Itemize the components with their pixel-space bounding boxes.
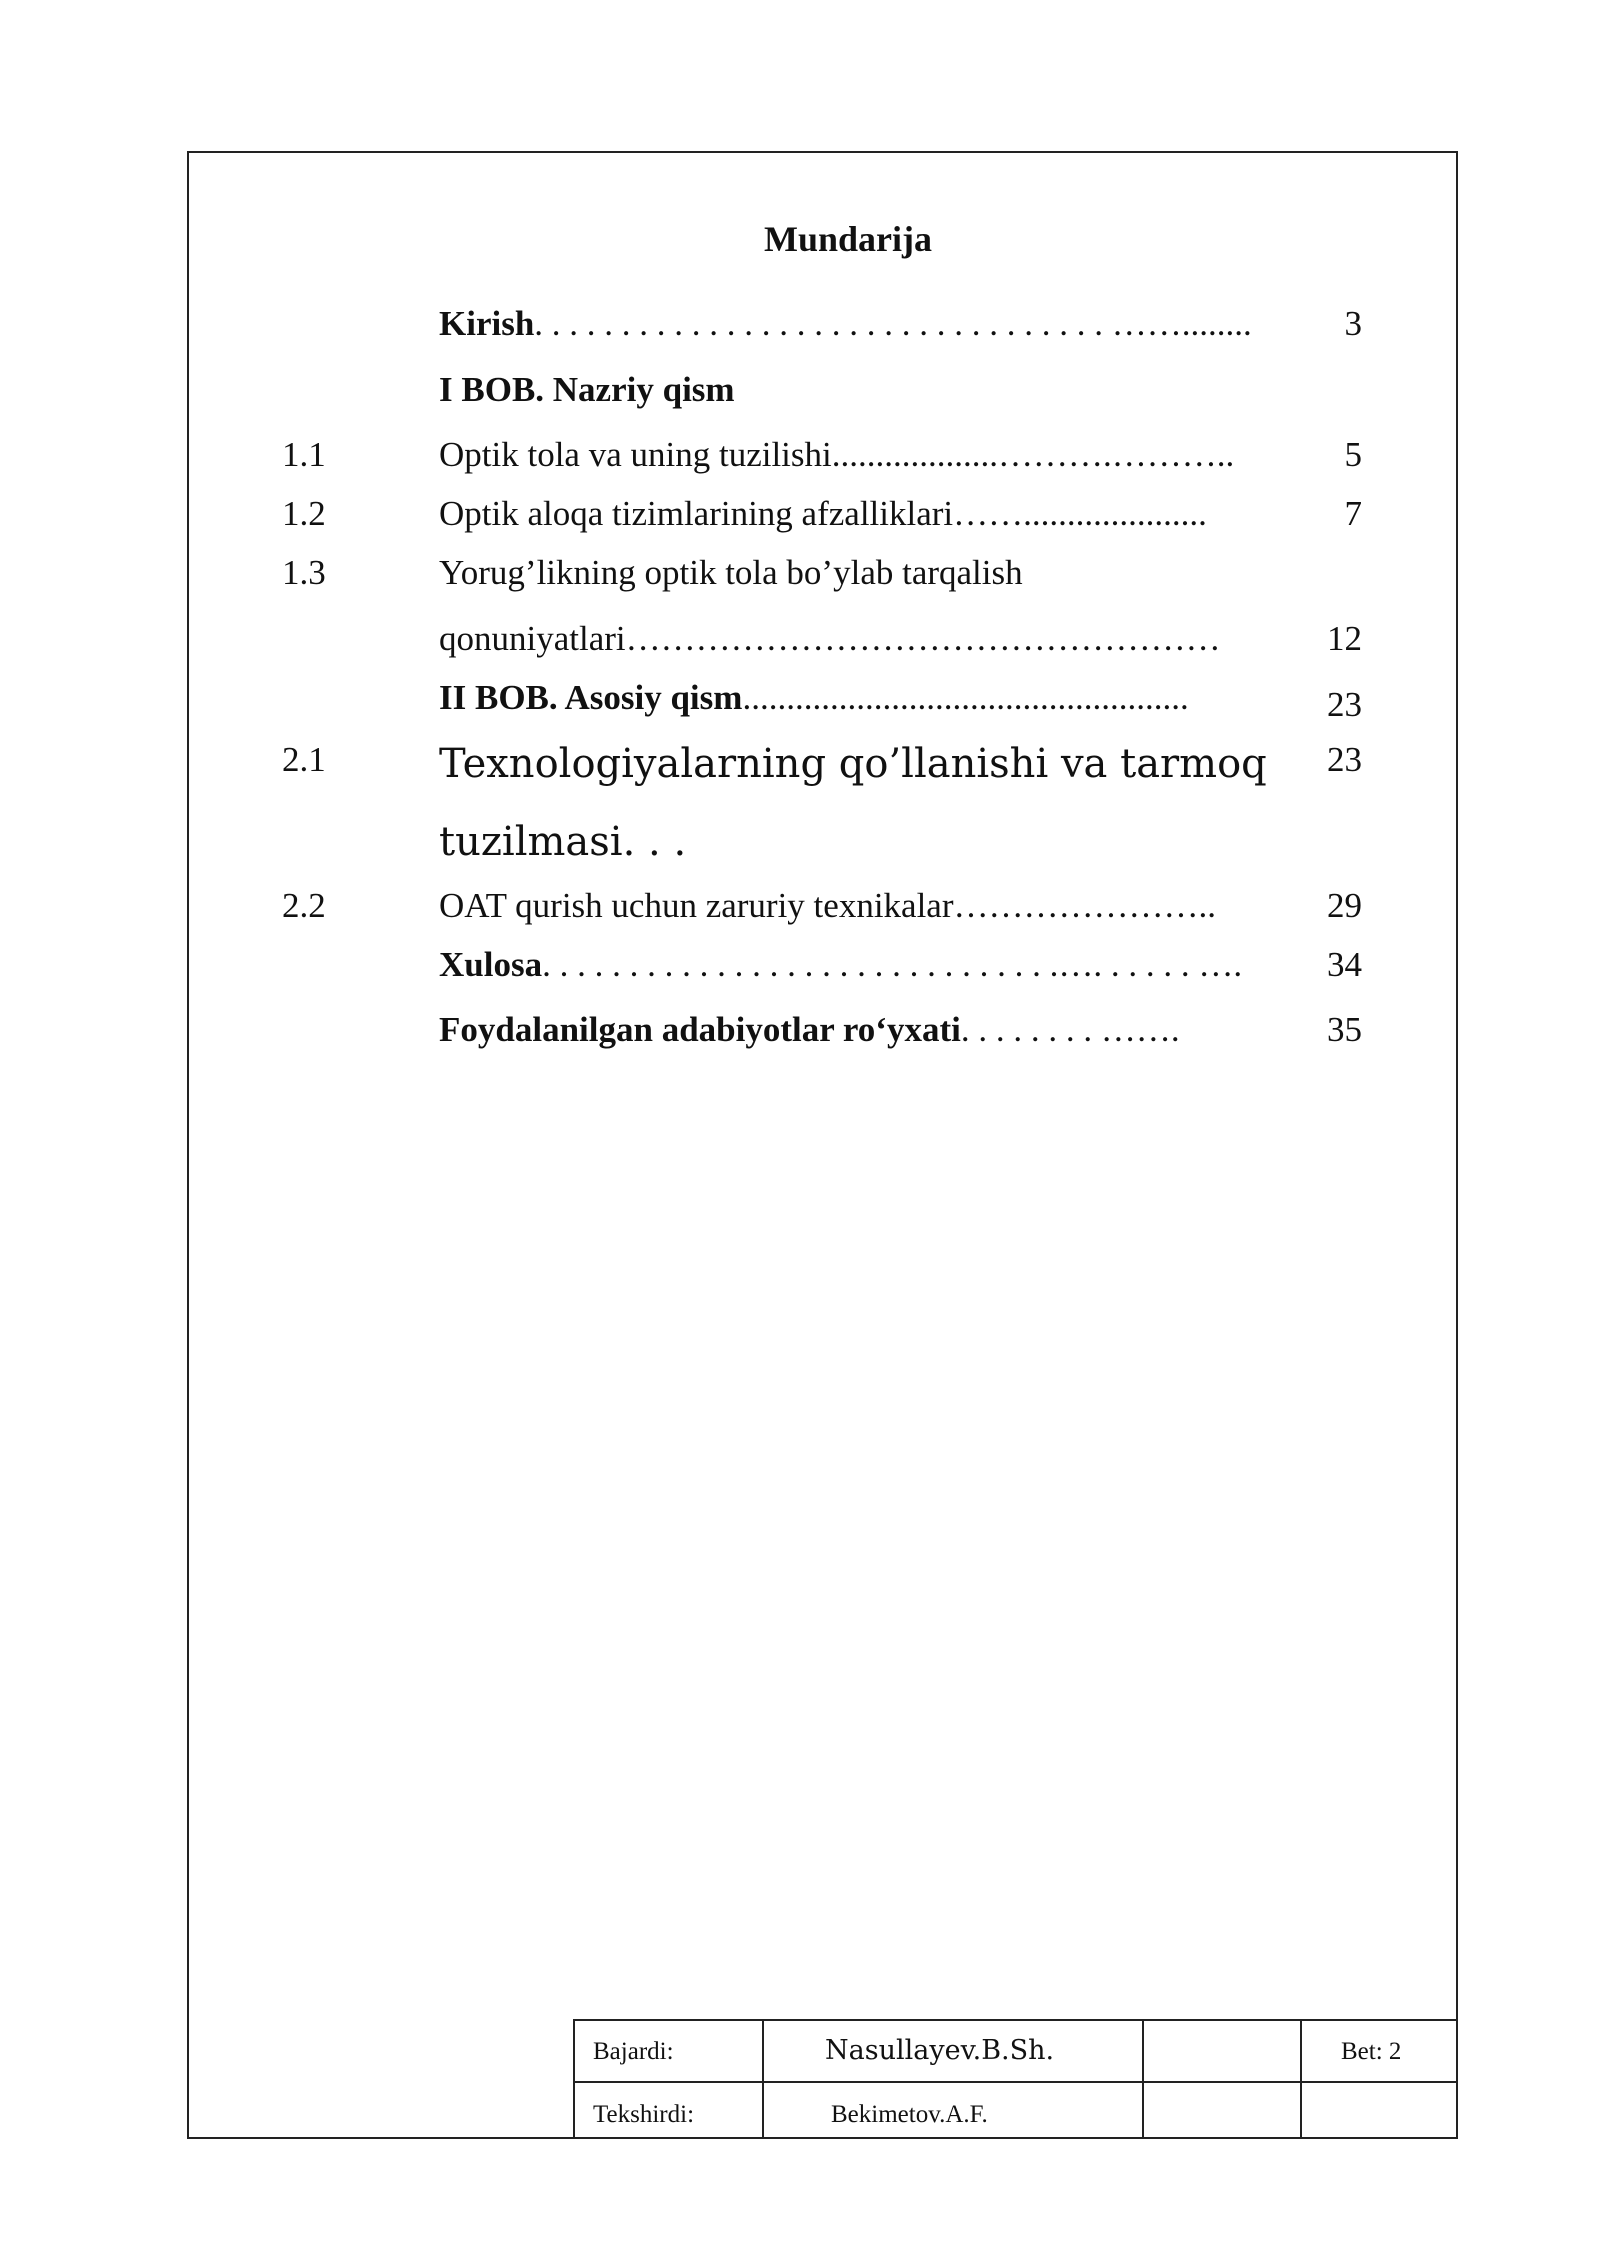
toc-entry-title: Optik aloqa tizimlarining afzalliklari [439,494,954,533]
page-number-label: Bet: 2 [1341,2038,1402,2065]
toc-entry [439,819,687,865]
toc-page-number: 5 [1344,435,1362,474]
toc-page-number: 23 [1327,685,1362,724]
toc-entry-dots: ……..................... [953,494,1207,533]
toc-entry-dots: ...................……….……….. [831,435,1235,474]
tekshirdi-name: Bekimetov.A.F. [831,2101,988,2128]
toc-entry [439,435,1234,475]
toc-entry-dots: . . . . . . . . . . . . . . . . . . . . . . . . . . . . . . . . . ……........ [534,304,1252,343]
toc-entry-title: Foydalanilgan adabiyotlar ro‘yxati [439,1010,961,1049]
toc-entry-title: Kirish [439,304,535,343]
tekshirdi-label: Tekshirdi: [593,2101,695,2128]
toc-section-number: 1.1 [282,435,326,474]
toc-entry [439,304,1252,344]
toc-entry [439,945,1242,985]
stamp-divider [1300,2021,1302,2139]
stamp-divider [1142,2021,1144,2139]
toc-page-number: 12 [1327,619,1362,658]
toc-entry-title: Xulosa [439,945,543,984]
toc-section-number: 1.3 [282,553,326,592]
toc-section-number: 2.1 [282,740,326,779]
toc-page-number: 23 [1327,740,1362,779]
toc-page-number: 29 [1327,886,1362,925]
toc-section-number: 1.2 [282,494,326,533]
toc-entry-title: Texnologiyalarning qo’llanishi va tarmoq [439,741,1267,787]
bajardi-name: Nasullayev.B.Sh. [825,2035,1055,2066]
toc-entry [439,886,1216,926]
stamp-divider [575,2081,1458,2083]
toc-entry-title: tuzilmasi [439,819,623,865]
toc-page-number: 34 [1327,945,1362,984]
toc-entry [439,619,1221,659]
toc-entry-title: Yorug’likning optik tola bo’ylab tarqalish [439,553,1023,592]
toc-page-number: 35 [1327,1010,1362,1049]
toc-entry [439,494,1207,534]
stamp-divider [762,2021,764,2139]
toc-entry-dots: . . . . . . . . ……. [960,1010,1180,1049]
toc-page-number: 7 [1344,494,1362,533]
toc-entry-dots: . . . [622,819,687,865]
toc-page-number: 3 [1344,304,1362,343]
toc-entry-dots: ................................................... [742,678,1189,717]
toc-entry-title: qonuniyatlari [439,619,626,658]
toc-entry-title: OAT qurish uchun zaruriy texnikalar [439,886,954,925]
toc-chapter-title: I BOB. Nazriy qism [439,370,735,409]
toc-section-number: 2.2 [282,886,326,925]
toc-entry [439,1010,1180,1050]
bajardi-label: Bajardi: [593,2038,674,2065]
title-block-stamp [573,2019,1458,2139]
toc-entry-dots: ………………….. [953,886,1216,925]
toc-entry [439,678,1189,718]
toc-entry-dots: . . . . . . . . . . . . . . . . . . . . . . . . . . . . . .…. . . . . . …. [542,945,1243,984]
toc-chapter-title: II BOB. Asosiy qism [439,678,743,717]
toc-entry-dots: …………………………………………… [625,619,1221,658]
page-title: Mundarija [763,219,932,259]
toc-entry-title: Optik tola va uning tuzilishi [439,435,832,474]
